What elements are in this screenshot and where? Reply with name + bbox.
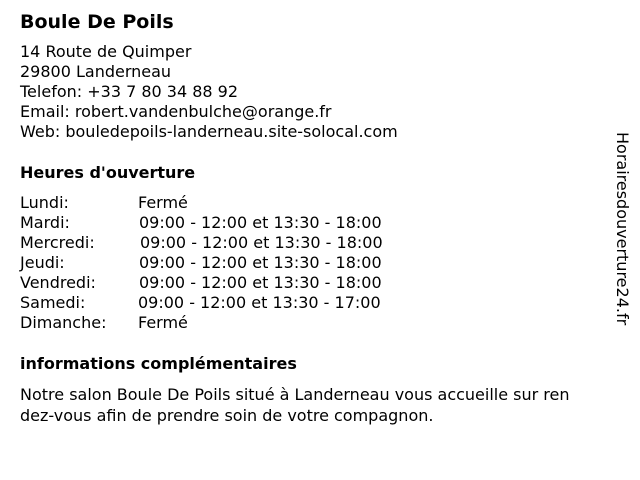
business-name: Boule De Poils xyxy=(20,11,174,33)
phone: Telefon: +33 7 80 34 88 92 xyxy=(20,82,239,101)
hours-row-monday xyxy=(20,193,620,213)
website: Web: bouledepoils-landerneau.site-solocal.com xyxy=(20,122,398,141)
day-label: Mercredi: xyxy=(20,233,95,252)
hours-row-wednesday xyxy=(20,233,620,253)
business-card xyxy=(20,9,620,426)
day-hours: 09:00 - 12:00 et 13:30 - 18:00 xyxy=(139,273,382,292)
address-line-2: 29800 Landerneau xyxy=(20,62,172,81)
hours-row-friday xyxy=(20,273,620,293)
day-hours: Fermé xyxy=(138,193,188,212)
day-hours: 09:00 - 12:00 et 13:30 - 18:00 xyxy=(139,213,382,232)
day-hours: 09:00 - 12:00 et 13:30 - 17:00 xyxy=(138,293,381,312)
day-hours: Fermé xyxy=(138,313,188,332)
day-label: Mardi: xyxy=(20,213,70,232)
additional-info-line-2: dez-vous afin de prendre soin de votre compagnon. xyxy=(20,406,434,425)
day-hours: 09:00 - 12:00 et 13:30 - 18:00 xyxy=(140,233,383,252)
address-line-1: 14 Route de Quimper xyxy=(20,42,192,61)
hours-row-sunday xyxy=(20,313,620,333)
day-label: Dimanche: xyxy=(20,313,107,332)
day-label: Jeudi: xyxy=(20,253,65,272)
additional-info-line-1: Notre salon Boule De Poils situé à Landerneau vous accueille sur ren xyxy=(20,385,570,404)
opening-hours-heading: Heures d'ouverture xyxy=(20,163,196,182)
hours-row-saturday xyxy=(20,293,620,313)
day-label: Lundi: xyxy=(20,193,69,212)
hours-row-tuesday xyxy=(20,213,620,233)
opening-hours-table xyxy=(20,193,620,333)
day-hours: 09:00 - 12:00 et 13:30 - 18:00 xyxy=(139,253,382,272)
additional-info-heading: informations complémentaires xyxy=(20,354,297,373)
additional-info-text xyxy=(20,384,618,426)
day-label: Samedi: xyxy=(20,293,86,312)
email: Email: robert.vandenbulche@orange.fr xyxy=(20,102,332,121)
hours-row-thursday xyxy=(20,253,620,273)
day-label: Vendredi: xyxy=(20,273,96,292)
site-watermark: Horairesdouverture24.fr xyxy=(613,132,632,326)
